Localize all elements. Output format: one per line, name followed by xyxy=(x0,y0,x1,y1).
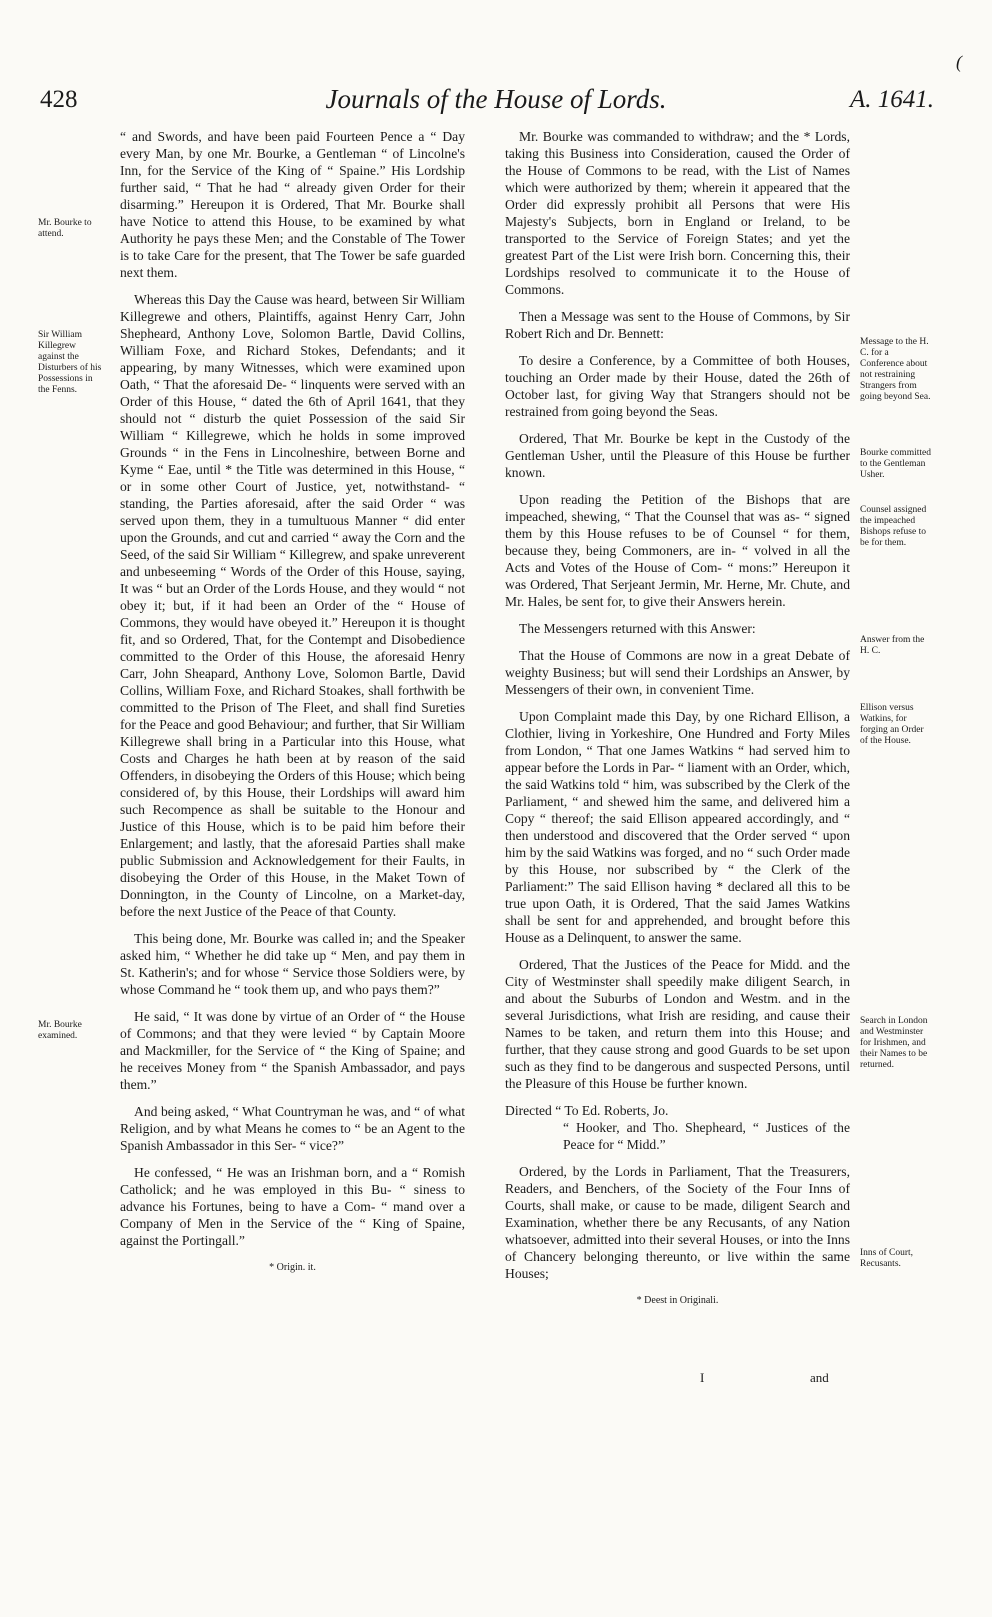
footnote: * Origin. it. xyxy=(269,1262,316,1273)
margin-note-answer-hc: Answer from the H. C. xyxy=(860,635,925,656)
margin-note-counsel-bishops: Counsel assigned the impeached Bishops refuse to be for them. xyxy=(860,505,927,548)
paragraph: To desire a Conference, by a Committee of both Houses, touching an Order made by their House, dated the 26th of October last, for giving Way that Strangers should not be restrained from going beyond the Seas. xyxy=(505,353,850,419)
right-column xyxy=(505,128,850,1309)
margin-note-search-irish: Search in London and Westminster for Irishmen, and their Names to be returned. xyxy=(860,1016,928,1070)
paragraph: Mr. Bourke was commanded to withdraw; and the * Lords, taking this Business into Consideration, caused the Order of the House of Commons to be read, with the List of Names which were authorized by them; wherein it appeared that the Order did expressly prohibit all Persons that were His Majesty's Subjects, born in England or Ireland, to be transported to the Service of Foreign States; and yet the greatest Part of the List were Irish born. Concerning this, their Lordships resolved to communicate it to the House of Commons. xyxy=(505,129,850,297)
paragraph: “ and Swords, and have been paid Fourteen Pence a “ Day every Man, by one Mr. Bourke, a Gentleman “ of Lincolne's Inn, for the Service of the King of “ Spaine.” His Lordship further said, “ That he had “ already given Order for their disarming.” Hereupon it is Ordered, That Mr. Bourke shall have Notice to attend this House, to be examined by what Authority he pays these Men; and the Constable of The Tower is to take Care for the present, that The Tower be safe guarded next them. xyxy=(120,129,465,280)
paragraph: That the House of Commons are now in a great Debate of weighty Business; but will send their Lordships an Answer, by Messengers of their own, in convenient Time. xyxy=(505,648,850,697)
year-heading: A. 1641. xyxy=(849,86,934,113)
paragraph: Ordered, That Mr. Bourke be kept in the Custody of the Gentleman Usher, until the Pleasure of this House be further known. xyxy=(505,431,850,480)
paragraph: He said, “ It was done by virtue of an Order of “ the House of Commons; and that they were levied “ by Captain Moore and Mackmiller, for the Service of “ the King of Spaine; and he receives Money from “ the Spanish Ambassador, and pays them.” xyxy=(120,1009,465,1092)
paragraph: Upon reading the Petition of the Bishops that are impeached, shewing, “ That the Counsel that was as- “ signed them by this House refuses to be of Counsel “ for them, because they, being Commoners, are in- “ volved in all the Acts and Votes of the House of Com- “ mons:” Hereupon it was Ordered, That Serjeant Jermin, Mr. Herne, Mr. Chute, and Mr. Hales, be sent for, to give their Answers herein. xyxy=(505,492,850,609)
paragraph: Ordered, That the Justices of the Peace for Midd. and the City of Westminster shall speedily make diligent Search, in and about the Suburbs of London and Westm. and in the several Jurisdictions, what Irish are residing, and cause their Names to be taken, and return them into this House; and further, that they cause strong and good Guards to be set upon such as they find to be dangerous and suspected Persons, until the Pleasure of this House be further known. xyxy=(505,957,850,1091)
paragraph: Upon Complaint made this Day, by one Richard Ellison, a Clothier, living in Yorkeshire, One Hundred and Forty Miles from London, “ That one James Watkins “ had served him to appear before the Lords in Par- “ liament with an Order, which, the said Watkins told “ him, was subscribed by the Clerk of the Parliament, “ and shewed him the same, and delivered him a Copy “ thereof; the said Ellison appeared accordingly, and “ then understood and discovered that the Order served “ upon him by the said Watkins was forged, and no “ such Order made by this House, nor subscribed by “ the Clerk of the Parliament:” The said Ellison having * declared all this to be true upon Oath, it is Ordered, That the said James Watkins shall be sent for and apprehended, and brought before this House as a Delinquent, to answer the same. xyxy=(505,709,850,945)
margin-note-message-conference: Message to the H. C. for a Conference about not restraining Strangers from going beyond Sea. xyxy=(860,337,931,402)
margin-note-bourke-examined: Mr. Bourke examined. xyxy=(38,1020,82,1041)
footnote: * Deest in Originali. xyxy=(636,1295,719,1306)
paragraph: He confessed, “ He was an Irishman born, and a “ Romish Catholick; and he was employed in this Bu- “ siness to advance his Fortunes, being to have a Com- “ mand over a Company of Men in the Service of the “ King of Spaine, against the Portingall.” xyxy=(120,1165,465,1248)
running-title: Journals of the House of Lords. xyxy=(325,84,667,114)
paragraph: This being done, Mr. Bourke was called in; and the Speaker asked him, “ Whether he did take up “ Men, and pay them in St. Katherin's; and for whose “ Service those Soldiers were, by whose Command he “ took them up, and who pays them?” xyxy=(120,931,465,997)
margin-note-inns-of-court: Inns of Court, Recusants. xyxy=(860,1248,914,1269)
paragraph: Directed “ To Ed. Roberts, Jo. xyxy=(505,1103,669,1118)
signature-mark: I xyxy=(700,1370,705,1385)
left-column xyxy=(120,128,465,1276)
page-number: 428 xyxy=(40,86,78,113)
page-header xyxy=(0,80,992,120)
paragraph: Then a Message was sent to the House of Commons, by Sir Robert Rich and Dr. Bennett: xyxy=(505,309,850,341)
margin-note-ellison-watkins: Ellison versus Watkins, for forging an Order of the House. xyxy=(860,703,924,746)
catchword: and xyxy=(810,1370,829,1385)
margin-note-bourke-committed: Bourke committed to the Gentleman Usher. xyxy=(860,448,931,480)
corner-mark: ( xyxy=(956,52,962,72)
paragraph: “ Hooker, and Tho. Shepheard, “ Justices of the Peace for “ Midd.” xyxy=(563,1120,850,1152)
paragraph: Whereas this Day the Cause was heard, between Sir William Killegrewe and others, Plaintiffs, against Henry Carr, John Shepheard, Anthony Love, Solomon Bartle, David Collins, William Foxe, and Richard Stokes, Defendants; and it appearing, by many Witnesses, which were examined upon Oath, “ That the aforesaid De- “ linquents were served with an Order of this House, “ dated the 6th of April 1641, that they should not “ disturb the quiet Possession of the said Sir William “ Killegrewe, which he holds in some improved Grounds “ in the Fens in Lincolneshire, between Borne and Kyme “ Eae, until * the Title was determined in this House, “ or in some other Court of Justice, yet, notwithstand- “ standing, the Parties aforesaid, after the said Order “ was served upon them, they in a tumultuous Manner “ did enter upon the Grounds, and cut and carried “ away the Corn and the Seed, of the said Sir William “ Killegrew, and spake unreverent and unbeseeming “ Words of the Order of this House, saying, It was “ but an Order of the Lords House, and they would “ not obey it; but, if it had been an Order of the “ House of Commons, they would have obeyed it.” Hereupon it is thought fit, and so Ordered, That, for the Contempt and Disobedience committed to the Order of this House, the aforesaid Henry Carr, John Sheapard, Anthony Love, Solomon Bartle, David Collins, William Foxe, and Richard Stoakes, shall forthwith be committed to the Prison of The Fleet, and shall find Sureties for the Peace and good Behaviour; and further, that Sir William Killegrewe shall bring in a Particular into this House, what Costs and Charges he hath been at by reason of the said Offenders, in disobeying the Orders of this House; which being considered of, by this House, their Lordships will award him such Recompence as shall be suitable to the Honour and Justice of this House, which is to be paid him before their Enlargement; and lastly, that the aforesaid Parties shall make public Submission and Acknowledgement for their Faults, in disobeying the Order of this House, in the Maket Town of Donnington, in the County of Lincolne, on a Market-day, before the next Justice of the Peace of that County. xyxy=(120,292,465,919)
paragraph: Ordered, by the Lords in Parliament, That the Treasurers, Readers, and Benchers, of the Society of the Four Inns of Courts, shall make, or cause to be made, diligent Search and Examination, whether there be any Recusants, of any Nation whatsoever, admitted into their several Houses, or into the Inns of Chancery belonging thereunto, or live within the same Houses; xyxy=(505,1164,850,1281)
paragraph: The Messengers returned with this Answer: xyxy=(519,621,756,636)
margin-note-bourke-attend: Mr. Bourke to attend. xyxy=(38,218,92,239)
paragraph: And being asked, “ What Countryman he was, and “ of what Religion, and by what Means he comes to “ be an Agent to the Spanish Ambassador in this Ser- “ vice?” xyxy=(120,1104,465,1153)
margin-note-killegrew: Sir William Killegrew against the Disturbers of his Possessions in the Fenns. xyxy=(38,330,102,395)
